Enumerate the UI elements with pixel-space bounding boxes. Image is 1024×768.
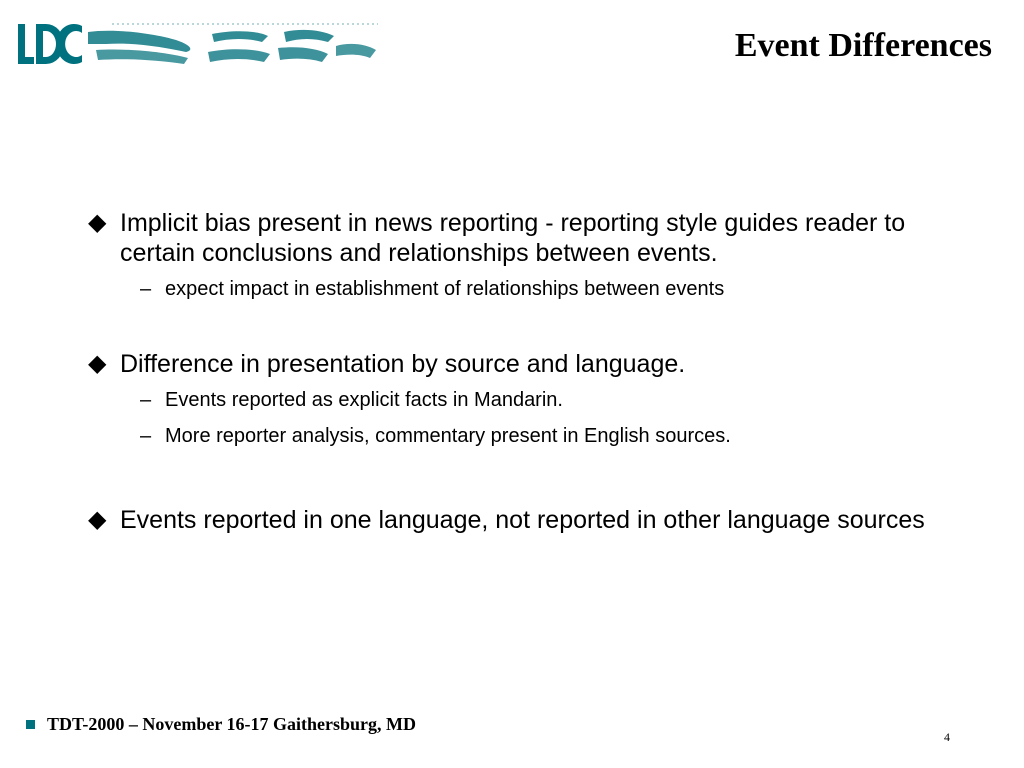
sub-bullet-text: Events reported as explicit facts in Mandarin. (165, 389, 563, 411)
dash-bullet-icon: – (140, 425, 152, 447)
page-number: 4 (944, 730, 950, 744)
sub-bullet-item (88, 423, 948, 449)
bullet-item (88, 505, 948, 535)
slide-title: Event Differences (734, 27, 992, 64)
diamond-bullet-icon: ◆ (88, 506, 107, 533)
diamond-bullet-icon: ◆ (88, 209, 107, 236)
sub-bullet-text: More reporter analysis, commentary present in English sources. (165, 425, 731, 447)
bullet-item (88, 208, 948, 302)
dash-bullet-icon: – (140, 278, 152, 300)
bullet-row (88, 505, 948, 535)
bullet-item (88, 349, 948, 449)
dash-bullet-icon: – (140, 389, 152, 411)
sub-bullet-text: expect impact in establishment of relationships between events (165, 278, 725, 300)
footer (26, 713, 416, 735)
bullet-text: Events reported in one language, not reported in other language sources (120, 506, 925, 534)
bullet-row (88, 208, 948, 268)
footer-text: TDT-2000 – November 16-17 Gaithersburg, MD (47, 714, 416, 734)
bullet-text: Difference in presentation by source and language. (120, 350, 686, 378)
sub-bullet-item (88, 276, 948, 302)
diamond-bullet-icon: ◆ (88, 350, 107, 377)
sub-bullet-item (88, 387, 948, 413)
bullet-text: Implicit bias present in news reporting - reporting style guides reader to certain conclusions and relationships between events. (120, 209, 906, 267)
bullet-row (88, 349, 948, 379)
square-bullet-icon (26, 720, 35, 729)
